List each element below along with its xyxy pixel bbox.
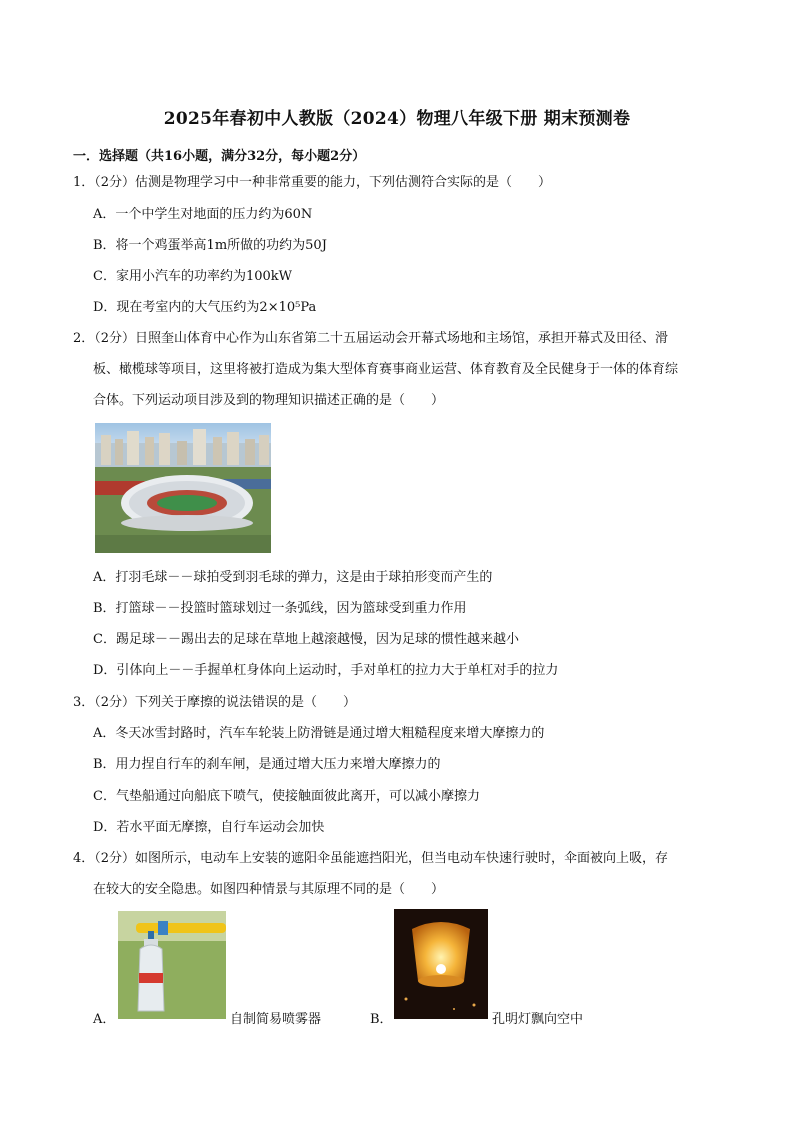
sky-lantern-photo bbox=[394, 909, 488, 1019]
question-3-option-b[interactable]: B．用力捏自行车的刹车闸，是通过增大压力来增大摩擦力的 bbox=[93, 757, 441, 772]
question-2-stem-line-1: 2．（2分）日照奎山体育中心作为山东省第二十五届运动会开幕式场地和主场馆，承担开幕式及田径、滑 bbox=[73, 331, 669, 346]
question-1-option-b[interactable]: B．将一个鸡蛋举高1m所做的功约为50J bbox=[93, 238, 327, 253]
question-1-option-a[interactable]: A．一个中学生对地面的压力约为60N bbox=[93, 207, 313, 222]
question-4-option-b-letter[interactable]: B． bbox=[370, 1012, 393, 1027]
section-heading: 一．选择题（共16小题，满分32分，每小题2分） bbox=[73, 149, 366, 164]
stadium-photo bbox=[95, 423, 271, 553]
question-1-option-c[interactable]: C．家用小汽车的功率约为100kW bbox=[93, 269, 292, 284]
question-3-option-d[interactable]: D．若水平面无摩擦，自行车运动会加快 bbox=[93, 820, 325, 835]
question-3-option-c[interactable]: C．气垫船通过向船底下喷气，使接触面彼此离开，可以减小摩擦力 bbox=[93, 789, 480, 804]
question-2-option-a[interactable]: A．打羽毛球－－球拍受到羽毛球的弹力，这是由于球拍形变而产生的 bbox=[93, 570, 493, 585]
question-3-stem: 3．（2分）下列关于摩擦的说法错误的是（ ） bbox=[73, 695, 357, 710]
question-4-option-a-letter[interactable]: A． bbox=[93, 1012, 116, 1027]
question-4-option-a-caption: 自制简易喷雾器 bbox=[230, 1012, 322, 1027]
question-4-stem-line-2: 在较大的安全隐患。如图四种情景与其原理不同的是（ ） bbox=[93, 882, 445, 897]
page-title: 2025年春初中人教版（2024）物理八年级下册 期末预测卷 bbox=[163, 109, 631, 129]
sprayer-photo bbox=[118, 911, 226, 1019]
question-4-stem-line-1: 4．（2分）如图所示，电动车上安装的遮阳伞虽能遮挡阳光，但当电动车快速行驶时，伞面被向上吸，存 bbox=[73, 851, 669, 866]
question-3-option-a[interactable]: A．冬天冰雪封路时，汽车车轮装上防滑链是通过增大粗糙程度来增大摩擦力的 bbox=[93, 726, 545, 741]
question-2-option-c[interactable]: C．踢足球－－踢出去的足球在草地上越滚越慢，因为足球的惯性越来越小 bbox=[93, 632, 519, 647]
question-1-stem: 1．（2分）估测是物理学习中一种非常重要的能力，下列估测符合实际的是（ ） bbox=[73, 175, 552, 190]
question-2-stem-line-3: 合体。下列运动项目涉及到的物理知识描述正确的是（ ） bbox=[93, 393, 445, 408]
question-2-stem-line-2: 板、橄榄球等项目，这里将被打造成为集大型体育赛事商业运营、体育教育及全民健身于一体的体育综 bbox=[93, 362, 679, 377]
question-2-option-d[interactable]: D．引体向上－－手握单杠身体向上运动时，手对单杠的拉力大于单杠对手的拉力 bbox=[93, 663, 559, 678]
question-4-option-b-caption: 孔明灯飘向空中 bbox=[492, 1012, 584, 1027]
question-1-option-d[interactable]: D．现在考室内的大气压约为2×10⁵Pa bbox=[93, 300, 317, 315]
question-2-option-b[interactable]: B．打篮球－－投篮时篮球划过一条弧线，因为篮球受到重力作用 bbox=[93, 601, 467, 616]
